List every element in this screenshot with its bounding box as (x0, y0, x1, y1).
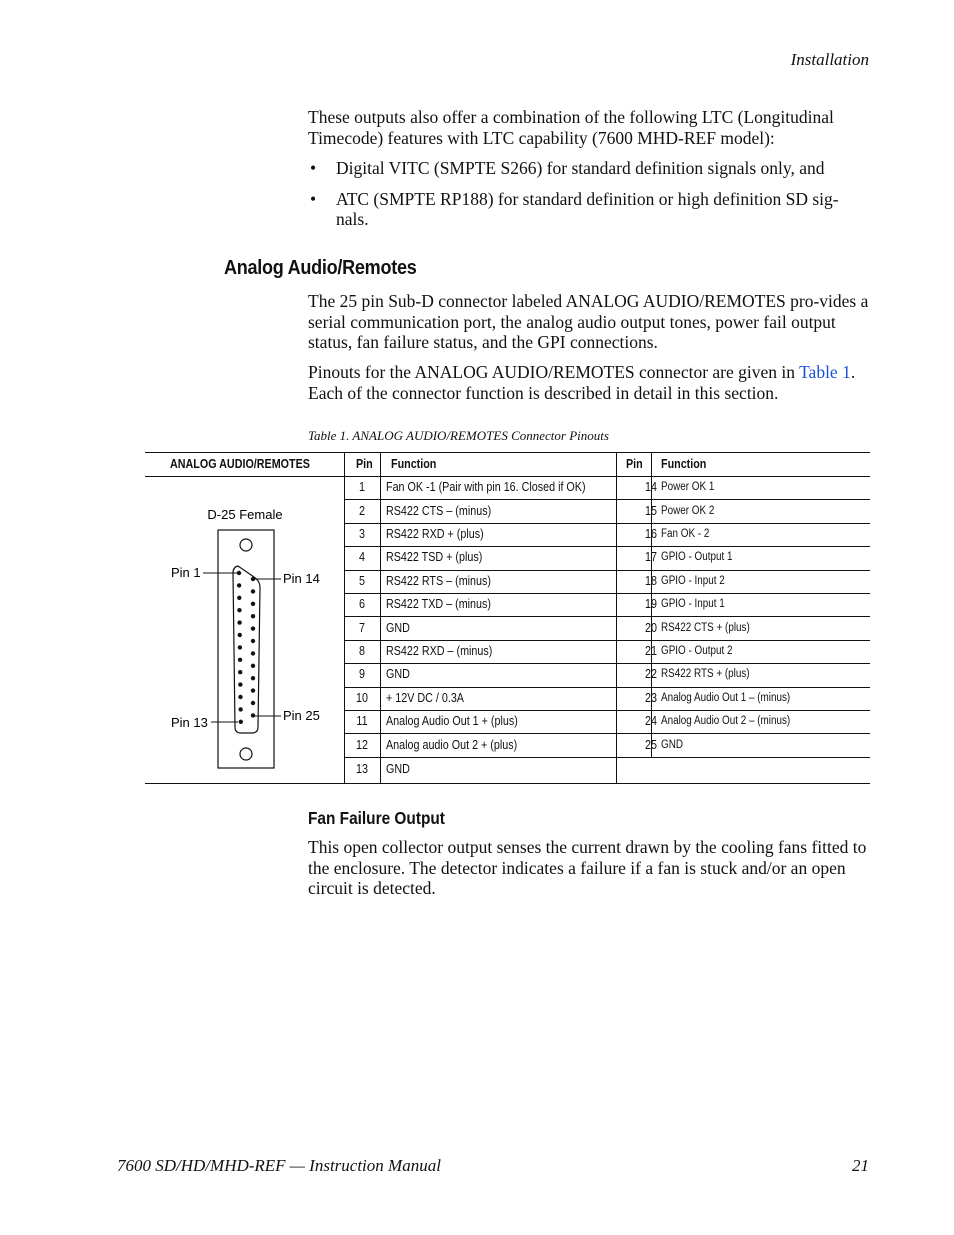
pin-dot (251, 688, 255, 692)
list-item (308, 189, 870, 230)
pin-dot (251, 664, 255, 668)
table-cell: 7 (359, 620, 365, 635)
table-cell: 6 (359, 597, 365, 612)
bullet-icon: • (310, 158, 317, 178)
running-header: Installation (790, 50, 869, 69)
col-divider (380, 452, 381, 783)
mounting-hole-bottom (240, 748, 252, 760)
table-cell: 20 (645, 620, 657, 635)
table-cell: RS422 RXD + (plus) (386, 527, 484, 541)
mounting-hole-top (240, 539, 252, 551)
pin-dot (251, 651, 255, 655)
col-divider (344, 452, 345, 783)
pin-dot (251, 602, 255, 606)
page-number: 21 (852, 1156, 869, 1175)
table-cell: 25 (645, 737, 657, 752)
pin-dot (251, 713, 255, 717)
header-function-b: Function (661, 457, 707, 471)
footer-title: 7600 SD/HD/MHD-REF — Instruction Manual (117, 1156, 441, 1175)
header-pin-b: Pin (626, 457, 643, 471)
table-cell: Analog Audio Out 1 + (plus) (386, 714, 518, 729)
d-shell-outline (233, 566, 260, 733)
pin-dot (237, 596, 241, 600)
pin-dot (238, 645, 242, 649)
table-cell: 12 (356, 737, 368, 752)
pin-dot (237, 608, 241, 612)
table-cell: Analog Audio Out 2 – (minus) (661, 715, 791, 728)
table-cell: GND (661, 738, 683, 751)
paragraph-text: . Each of the connector function is described in detail in this section. (308, 362, 856, 403)
table-cell: RS422 TXD – (minus) (386, 597, 491, 612)
table-cell: 24 (645, 714, 657, 729)
pin13-label: Pin 13 (171, 715, 208, 730)
list-item (308, 158, 870, 179)
paragraph-text: Pinouts for the ANALOG AUDIO/REMOTES connector are given in (308, 362, 800, 382)
table-cell: 9 (359, 667, 365, 682)
table-cell: Power OK 1 (661, 481, 715, 494)
table-cell: 10 (356, 690, 368, 705)
table-cell: 2 (359, 503, 365, 518)
col-divider (651, 452, 652, 757)
table-cell: Fan OK - 2 (661, 528, 710, 540)
pin-dot (238, 707, 242, 711)
pin-dot (251, 589, 255, 593)
pin-dot (237, 620, 241, 624)
pin-dot (239, 720, 243, 724)
pin-dot (238, 633, 242, 637)
fan-paragraph: This open collector output senses the current drawn by the cooling fans fitted to the enclosure. The detector indicates a failure if a fan is stuck and/or an open circuit is detected. (308, 837, 867, 898)
pin-dot (251, 701, 255, 705)
pin14-label: Pin 14 (283, 571, 320, 586)
section-heading: Analog Audio/Remotes (224, 256, 417, 279)
analog-paragraph-1: The 25 pin Sub-D connector labeled ANALOG AUDIO/REMOTES pro-vides a serial communication port, the analog audio output tones, power fail output status, fan failure status, and the GPI connections. (308, 291, 869, 352)
table-cell: GPIO - Input 1 (661, 598, 725, 611)
table-cell: 22 (645, 667, 657, 682)
connector-title: D-25 Female (207, 507, 283, 522)
table-cell: 23 (645, 690, 657, 705)
table-cell: 14 (645, 480, 657, 495)
connector-plate (218, 530, 274, 768)
table-cell: GND (386, 762, 410, 777)
table-caption: Table 1. ANALOG AUDIO/REMOTES Connector Pinouts (308, 428, 609, 443)
table-cell: 8 (359, 644, 365, 658)
pin-dot (251, 626, 255, 630)
pin-dots (237, 571, 255, 724)
table-cell: 11 (356, 714, 368, 729)
table-top-rule (145, 452, 870, 453)
row-rule (344, 757, 870, 758)
table-cell: 4 (359, 550, 365, 565)
table-cell: 5 (359, 573, 365, 588)
pin1-label: Pin 1 (171, 565, 201, 580)
bullet-text: ATC (SMPTE RP188) for standard definition or high definition SD sig-nals. (336, 188, 839, 229)
pin-dot (251, 614, 255, 618)
row-rule (344, 663, 870, 664)
pin-dot (238, 658, 242, 662)
table-cell: RS422 RXD – (minus) (386, 644, 493, 658)
header-function-a: Function (391, 457, 437, 471)
row-rule (344, 616, 870, 617)
pin-dot (251, 639, 255, 643)
pin-dot (251, 676, 255, 680)
pin-dot (237, 583, 241, 587)
table-cell: 3 (359, 527, 365, 541)
table-cell: RS422 RTS – (minus) (386, 573, 491, 588)
pinout-table (145, 452, 870, 783)
analog-paragraph-2 (308, 362, 870, 403)
col-divider (616, 452, 617, 783)
header-connector: ANALOG AUDIO/REMOTES (170, 457, 310, 471)
table-cell: GPIO - Input 2 (661, 574, 725, 587)
bullet-icon: • (310, 188, 317, 209)
table-cell: GND (386, 667, 410, 682)
ltc-feature-list (308, 158, 870, 240)
table-cell: 17 (645, 550, 657, 565)
table-cell: Power OK 2 (661, 504, 715, 517)
table-cell: RS422 RTS + (plus) (661, 668, 750, 681)
pin-dot (238, 670, 242, 674)
bullet-text: Digital VITC (SMPTE S266) for standard definition signals only, and (336, 158, 825, 178)
table-cell: GPIO - Output 1 (661, 551, 733, 564)
table-cell: 16 (645, 527, 657, 541)
pin25-label: Pin 25 (283, 708, 320, 723)
table-cell: 19 (645, 597, 657, 612)
subsection-heading: Fan Failure Output (308, 808, 445, 828)
table-cell: 1 (359, 480, 365, 495)
table-cell: GND (386, 620, 410, 635)
table-bottom-rule (145, 783, 870, 784)
pin-dot (238, 682, 242, 686)
table-cell: RS422 CTS – (minus) (386, 503, 492, 518)
header-pin-a: Pin (356, 457, 373, 471)
table-cell: + 12V DC / 0.3A (386, 690, 464, 705)
table-cell: 13 (356, 762, 368, 777)
table-cell: RS422 TSD + (plus) (386, 550, 483, 565)
d25-connector-diagram (145, 477, 344, 782)
table-cell: Fan OK -1 (Pair with pin 16. Closed if OK) (386, 480, 586, 495)
table-cell: 18 (645, 573, 657, 588)
table-cell: Analog Audio Out 1 – (minus) (661, 691, 791, 704)
intro-paragraph: These outputs also offer a combination of the following LTC (Longitudinal Timecode) features with LTC capability (7600 MHD-REF model): (308, 107, 834, 148)
pin-dot (238, 695, 242, 699)
table-cell: GPIO - Output 2 (661, 645, 733, 657)
table-cell: Analog audio Out 2 + (plus) (386, 737, 518, 752)
table-link[interactable]: Table 1 (799, 362, 851, 382)
table-cell: 21 (645, 644, 657, 658)
table-cell: 15 (645, 503, 657, 518)
table-cell: RS422 CTS + (plus) (661, 621, 750, 634)
